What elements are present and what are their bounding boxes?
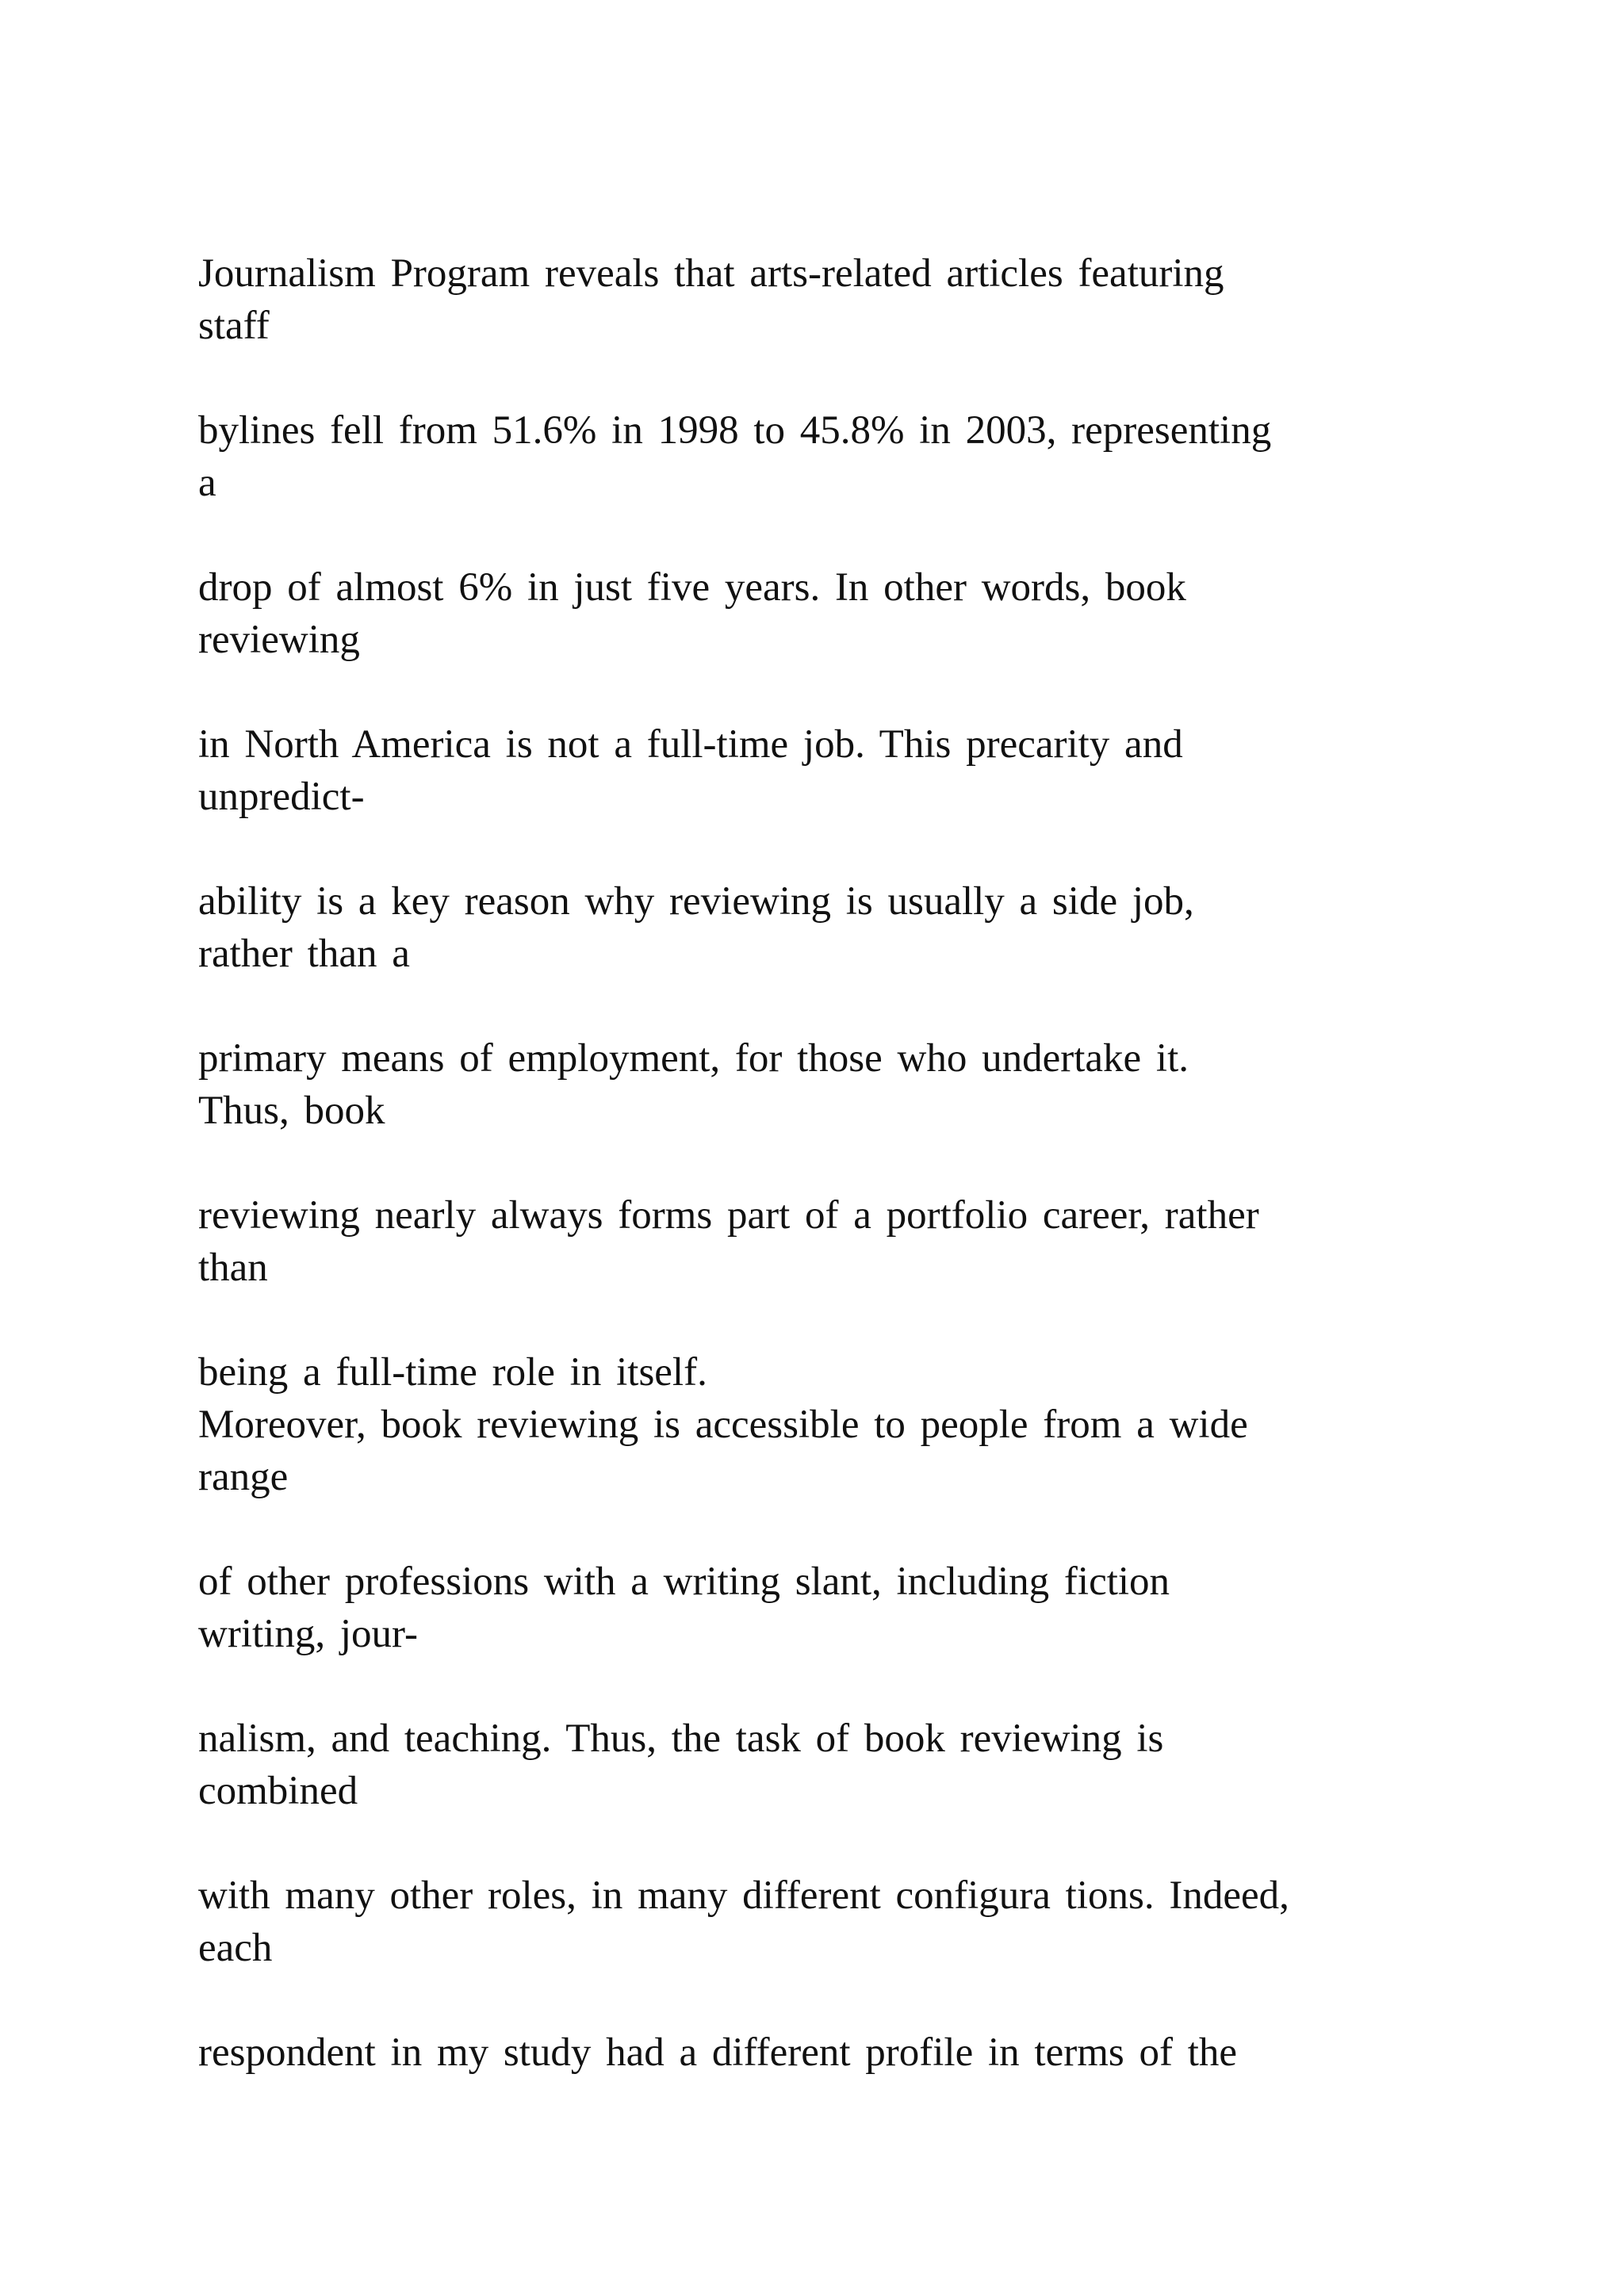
- text-line: reviewing: [198, 618, 360, 662]
- text-line: unpredict-: [198, 775, 365, 819]
- text-line: staff: [198, 304, 270, 348]
- text-line: reviewing nearly always forms part of a portfolio career, rather: [198, 1193, 1259, 1238]
- text-line: respondent in my study had a different profile in terms of the: [198, 2030, 1237, 2075]
- text-line: nalism, and teaching. Thus, the task of book reviewing is: [198, 1716, 1164, 1761]
- text-line: ability is a key reason why reviewing is usually a side job,: [198, 879, 1194, 924]
- text-line: Journalism Program reveals that arts-related articles featuring: [198, 251, 1224, 296]
- text-line: bylines fell from 51.6% in 1998 to 45.8% in 2003, representing: [198, 408, 1272, 453]
- text-line: a: [198, 461, 216, 505]
- text-line: with many other roles, in many different configura tions. Indeed,: [198, 1873, 1289, 1918]
- text-line: of other professions with a writing slant, including fiction: [198, 1559, 1170, 1604]
- text-line: than: [198, 1246, 268, 1290]
- text-line: each: [198, 1926, 273, 1970]
- text-line: being a full-time role in itself.: [198, 1350, 707, 1395]
- text-line: combined: [198, 1769, 358, 1813]
- text-line: Thus, book: [198, 1089, 385, 1133]
- text-line: range: [198, 1455, 289, 1499]
- text-line: writing, jour-: [198, 1612, 418, 1656]
- text-line: drop of almost 6% in just five years. In other words, book: [198, 565, 1186, 610]
- text-line: primary means of employment, for those who undertake it.: [198, 1036, 1189, 1081]
- text-line: rather than a: [198, 932, 410, 976]
- text-line: in North America is not a full-time job. This precarity and: [198, 722, 1183, 767]
- text-line: Moreover, book reviewing is accessible to people from a wide: [198, 1402, 1248, 1447]
